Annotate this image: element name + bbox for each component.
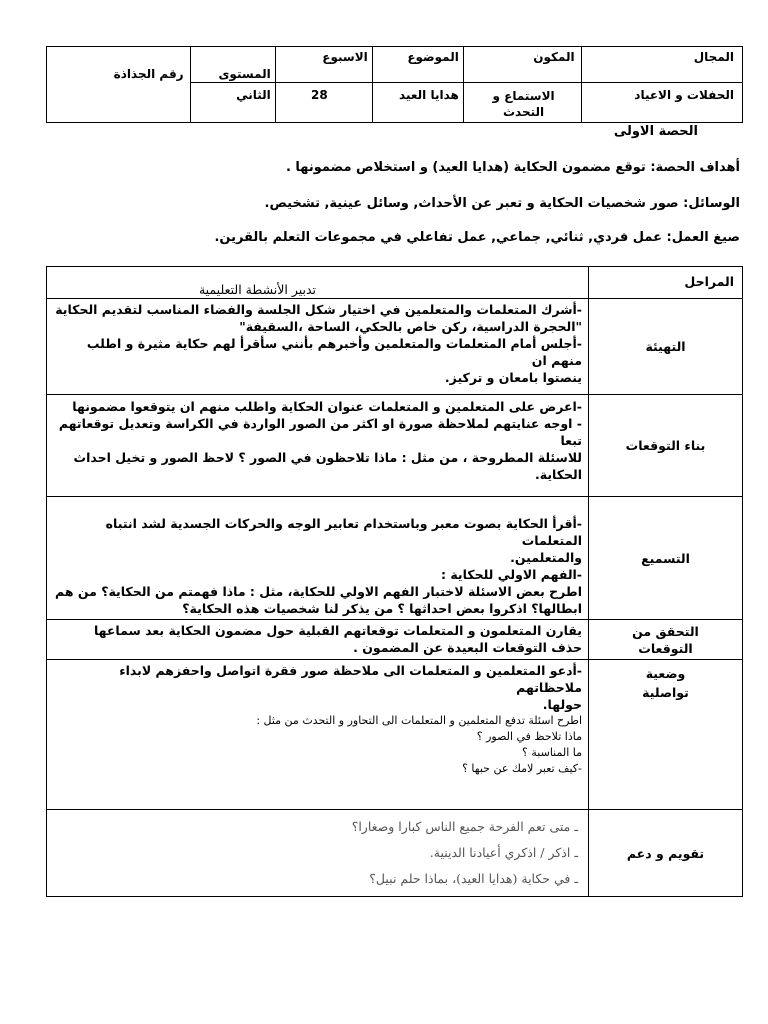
table-row — [47, 497, 743, 620]
week-value: 28 — [311, 88, 328, 102]
activity-cell — [47, 299, 589, 395]
stage-name: بناء التوقعات — [625, 438, 706, 453]
means-label: الوسائل: — [683, 196, 740, 211]
goals-text: توقع مضمون الحكاية (هدايا العيد) و استخلاص مضمونها . — [285, 160, 646, 175]
stage-name: التهيئة — [645, 339, 686, 354]
stage-cell — [589, 660, 743, 810]
activities-header: تدبير الأنشطة التعليمية — [198, 282, 317, 297]
stage-name-line1: التحقق من — [632, 623, 699, 639]
activity-line: ابطالها؟ اذكروا بعض احداثها ؟ من يذكر لنا شخصيات هذه الحكاية؟ — [182, 601, 582, 616]
table-row — [47, 810, 743, 897]
component-label: المكون — [533, 50, 575, 64]
topic-value: هدايا العيد — [399, 88, 459, 102]
activity-line: ينصتوا بامعان و تركيز. — [444, 370, 582, 385]
activity-line: -أقرأ الحكاية بصوت معبر وباستخدام تعابير الوجه والحركات الجسدية لشد انتباه المتعلمات — [105, 516, 582, 548]
activity-line: اطرح اسئلة تدفع المتعلمين و المتعلمات الى التحاور و التحدث من مثل : — [256, 714, 582, 727]
level-value: الثاني — [236, 88, 271, 102]
activity-line: -أشرك المتعلمات والمتعلمين في اختيار شكل الجلسة والفضاء المناسب لتقديم الحكاية — [55, 302, 582, 317]
week-label: الاسبوع — [322, 50, 368, 64]
activity-line: -كيف تعبر لامك عن حبها ؟ — [462, 762, 582, 775]
header-level-label-cell — [190, 47, 275, 83]
activity-line: -اعرض على المتعلمين و المتعلمات عنوان الحكاية واطلب منهم ان يتوقعوا مضمونها — [72, 399, 582, 414]
table-row — [47, 660, 743, 810]
activity-line: للاسئلة المطروحة ، من مثل : ماذا تلاحظون في الصور ؟ لاحظ الصور و تخيل احداث — [73, 450, 582, 465]
stage-name-line2: التوقعات — [638, 640, 693, 656]
activity-cell — [47, 660, 589, 810]
header-component-value-cell — [463, 83, 581, 123]
goals-label: أهداف الحصة: — [650, 160, 740, 175]
component-value: الاستماع و التحدث — [492, 89, 555, 119]
header-domain-value-cell — [581, 83, 742, 123]
level-label: المستوى — [218, 67, 271, 81]
header-table — [46, 46, 743, 123]
activity-line: والمتعلمين. — [510, 550, 582, 565]
table-row — [47, 299, 743, 395]
evaluation-question: ـ متى تعم الفرحة جميع الناس كبارا وصغارا؟ — [351, 819, 578, 834]
work-label: صيغ العمل: — [666, 230, 740, 245]
activities-header-cell — [47, 267, 589, 299]
header-sheet-number-cell — [47, 47, 191, 123]
activity-cell — [47, 497, 589, 620]
table-row — [47, 620, 743, 660]
activity-line: - اوجه عنايتهم لملاحظة صورة او اكثر من الصور الواردة في الكراسة وتعديل توقعاتهم تبعا — [58, 416, 582, 448]
stage-cell — [589, 299, 743, 395]
header-component-label-cell — [463, 47, 581, 83]
stage-name-line1: وضعية — [645, 666, 686, 681]
activity-line: اطرح بعض الاسئلة لاختبار الفهم الاولي للحكاية، مثل : ماذا فهمتم من الحكاية؟ من هم — [55, 584, 582, 599]
activity-line: "الحجرة الدراسية، ركن خاص بالحكي، الساحة ،السقيفة" — [239, 319, 582, 334]
topic-label: الموضوع — [407, 50, 459, 64]
header-topic-label-cell — [372, 47, 463, 83]
header-level-value-cell — [190, 83, 275, 123]
activity-line: -أجلس أمام المتعلمات والمتعلمين وأخبرهم بأنني سأقرأ لهم حكاية مثيرة و اطلب منهم ان — [86, 336, 582, 368]
activity-line: -الفهم الاولي للحكاية : — [440, 567, 582, 582]
domain-value: الحفلات و الاعياد — [634, 88, 734, 102]
means-text: صور شخصيات الحكاية و تعبر عن الأحداث, وسائل عينية, تشخيص. — [264, 196, 679, 211]
domain-label: المجال — [693, 50, 734, 64]
header-week-value-cell — [275, 83, 372, 123]
session-means — [265, 196, 741, 211]
stages-header: المراحل — [684, 274, 734, 289]
header-topic-value-cell — [372, 83, 463, 123]
activity-line: حذف التوقعات البعيدة عن المضمون . — [353, 640, 582, 655]
activity-line: ما المناسبة ؟ — [522, 746, 582, 759]
stages-header-cell — [589, 267, 743, 299]
stage-name: تقويم و دعم — [626, 845, 705, 861]
sheet-number-label: رقم الجذاذة — [113, 67, 184, 81]
stage-cell — [589, 395, 743, 497]
activities-table — [46, 266, 743, 897]
session-goals — [286, 160, 740, 175]
evaluation-cell — [47, 810, 589, 897]
session-work-forms — [214, 230, 740, 245]
activity-cell — [47, 620, 589, 660]
activity-line: يقارن المتعلمون و المتعلمات توقعاتهم القبلية حول مضمون الحكاية بعد سماعها — [93, 623, 582, 638]
stage-cell — [589, 620, 743, 660]
work-text: عمل فردي, ثنائي, جماعي, عمل تفاعلي في مجموعات التعلم بالقرين. — [214, 230, 662, 245]
evaluation-question: ـ اذكر / اذكري أعيادنا الدينية. — [429, 845, 578, 860]
activity-cell — [47, 395, 589, 497]
header-week-label-cell — [275, 47, 372, 83]
stage-cell — [589, 810, 743, 897]
activity-line: -أدعو المتعلمين و المتعلمات الى ملاحظة صور فقرة اتواصل واحفزهم لابداء ملاحظاتهم — [119, 663, 582, 695]
stage-name-line2: تواصلية — [642, 685, 689, 700]
session-title: الحصة الاولى — [613, 124, 698, 139]
header-domain-label-cell — [581, 47, 742, 83]
activity-line: ماذا تلاحظ في الصور ؟ — [476, 730, 582, 743]
evaluation-question: ـ في حكاية (هدايا العيد)، بماذا حلم نبيل؟ — [369, 871, 578, 886]
stage-name: التسميع — [641, 550, 690, 566]
activity-line: حولها. — [542, 697, 582, 712]
activity-line: الحكاية. — [535, 467, 582, 482]
stage-cell — [589, 497, 743, 620]
table-row — [47, 395, 743, 497]
